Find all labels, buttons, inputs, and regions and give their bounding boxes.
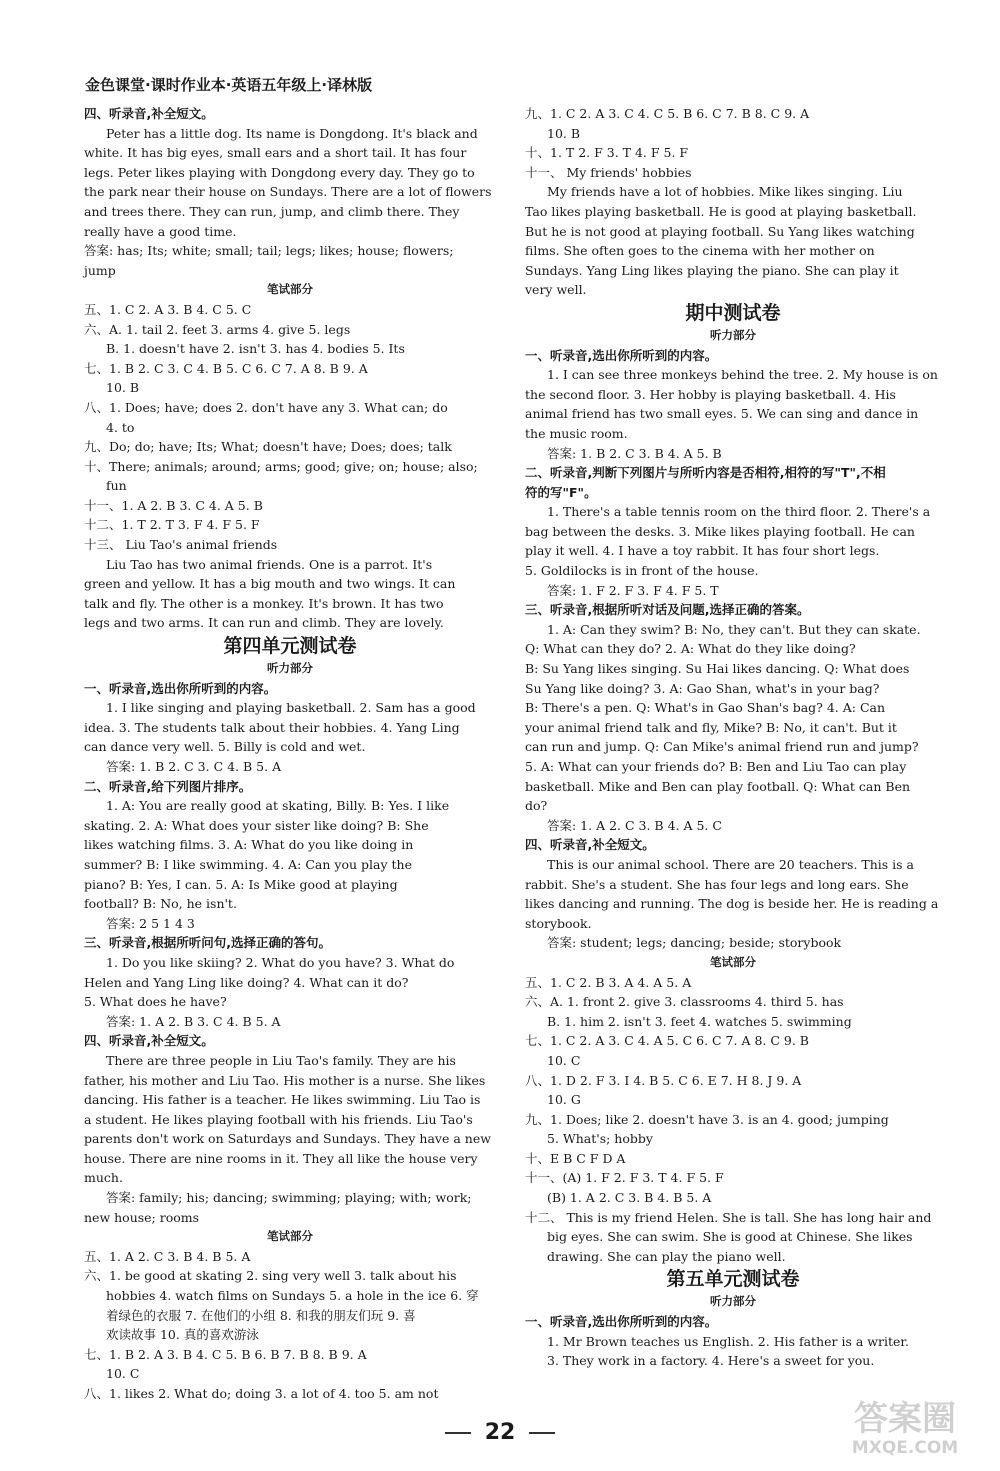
watermark-logo bbox=[820, 1399, 990, 1461]
test-title: 期中测试卷 bbox=[685, 301, 781, 324]
text-line: legs. Peter likes playing with Dongdong every day. They go to bbox=[84, 164, 475, 180]
text-line: summer? B: I like swimming. 4. A: Can you play the bbox=[84, 856, 412, 872]
text-line: idea. 3. The students talk about their hobbies. 4. Yang Ling bbox=[84, 719, 460, 735]
indented-line: (B) 1. A 2. C 3. B 4. B 5. A bbox=[547, 1190, 712, 1206]
text-line: 5. What does he have? bbox=[84, 994, 227, 1010]
answer-line: 五、1. A 2. C 3. B 4. B 5. A bbox=[84, 1248, 251, 1264]
answer-line: 十三、 Liu Tao's animal friends bbox=[84, 537, 278, 553]
text-line: really have a good time. bbox=[84, 223, 237, 239]
indented-line: 5. What's; hobby bbox=[547, 1131, 653, 1147]
text-line: new house; rooms bbox=[84, 1209, 200, 1225]
text-line: can dance very well. 5. Billy is cold and wet. bbox=[84, 739, 366, 755]
text-line: legs and two arms. It can run and climb. They are lovely. bbox=[84, 615, 444, 631]
paragraph-start: This is our animal school. There are 20 teachers. This is a bbox=[547, 856, 915, 872]
text-line: play it well. 4. I have a toy rabbit. It has four short legs. bbox=[525, 543, 880, 559]
text-line: Su Yang like doing? 3. A: Gao Shan, what's in your bag? bbox=[525, 680, 880, 696]
text-line: B: There's a pen. Q: What's in Gao Shan's bag? 4. A: Can bbox=[525, 700, 886, 716]
text-line: basketball. Mike and Ben can play football. Q: What can Ben bbox=[525, 778, 911, 794]
answer-line: 十一、(A) 1. F 2. F 3. T 4. F 5. F bbox=[525, 1170, 724, 1186]
page-number-dash-right bbox=[529, 1432, 555, 1434]
indented-line: 1. Do you like skiing? 2. What do you have? 3. What do bbox=[106, 954, 455, 970]
text-line: animal friend has two small eyes. 5. We can sing and dance in bbox=[525, 406, 919, 422]
answer-line: 七、1. B 2. C 3. C 4. B 5. C 6. C 7. A 8. B 9. A bbox=[84, 360, 368, 376]
answer-line: 十、E B C F D A bbox=[525, 1150, 626, 1166]
indented-line: 10. G bbox=[547, 1092, 581, 1108]
text-line: Sundays. Yang Ling likes playing the piano. She can play it bbox=[525, 262, 899, 278]
text-line: B: Su Yang likes singing. Su Hai likes dancing. Q: What does bbox=[525, 661, 910, 677]
text-line: much. bbox=[84, 1170, 123, 1186]
text-line: the park near their house on Sundays. There are a lot of flowers bbox=[84, 184, 492, 200]
subsection-title: 笔试部分 bbox=[267, 282, 313, 297]
indented-line: 着绿色的衣服 7. 在他们的小组 8. 和我的朋友们玩 9. 喜 bbox=[106, 1307, 416, 1323]
right-column bbox=[525, 104, 941, 1371]
text-line: your animal friend talk and fly, Mike? B: No, it can't. But it bbox=[525, 719, 897, 735]
watermark-top: 答案圈 bbox=[854, 1399, 956, 1439]
text-line: 5. A: What can your friends do? B: Ben and Liu Tao can play bbox=[525, 759, 907, 774]
text-line: 5. Goldilocks is in front of the house. bbox=[525, 563, 759, 579]
indented-line: 答案: 1. B 2. C 3. C 4. B 5. A bbox=[106, 759, 282, 774]
indented-line: 1. I can see three monkeys behind the tree. 2. My house is on bbox=[547, 367, 938, 383]
text-line: father, his mother and Liu Tao. His mother is a nurse. She likes bbox=[84, 1072, 486, 1088]
paragraph-start: Peter has a little dog. Its name is Dongdong. It's black and bbox=[106, 125, 478, 141]
answer-line: 十、1. T 2. F 3. T 4. F 5. F bbox=[525, 145, 689, 161]
answer-line: 十、There; animals; around; arms; good; give; on; house; also; bbox=[84, 458, 478, 474]
text-line: Q: What can they do? 2. A: What do they like doing? bbox=[525, 641, 856, 657]
test-title: 第五单元测试卷 bbox=[666, 1268, 800, 1291]
answer-line: 八、1. likes 2. What do; doing 3. a lot of 4. too 5. am not bbox=[84, 1386, 439, 1401]
page-number: 22 bbox=[484, 1420, 516, 1445]
text-line: bag between the desks. 3. Mike likes playing football. He can bbox=[525, 523, 915, 539]
indented-line: 10. C bbox=[547, 1052, 581, 1068]
answer-line: 九、1. Does; like 2. doesn't have 3. is an 4. good; jumping bbox=[525, 1111, 889, 1127]
section-heading: 符的写"F"。 bbox=[525, 484, 597, 500]
text-line: skating. 2. A: What does your sister like doing? B: She bbox=[84, 817, 429, 833]
section-heading: 三、听录音,根据所听问句,选择正确的答句。 bbox=[84, 935, 331, 951]
paragraph-start: My friends have a lot of hobbies. Mike likes singing. Liu bbox=[547, 184, 903, 200]
subsection-title: 听力部分 bbox=[710, 1294, 756, 1309]
paragraph-start: There are three people in Liu Tao's family. They are his bbox=[106, 1052, 456, 1068]
section-heading: 三、听录音,根据所听对话及问题,选择正确的答案。 bbox=[525, 602, 810, 618]
text-line: storybook. bbox=[525, 915, 592, 931]
indented-line: 3. They work in a factory. 4. Here's a sweet for you. bbox=[547, 1353, 875, 1369]
indented-line: 答案: 2 5 1 4 3 bbox=[106, 915, 195, 931]
text-line: green and yellow. It has a big mouth and two wings. It can bbox=[84, 576, 456, 592]
indented-line: 1. There's a table tennis room on the third floor. 2. There's a bbox=[547, 504, 931, 520]
section-heading: 一、听录音,选出你所听到的内容。 bbox=[84, 680, 277, 696]
indented-line: B. 1. doesn't have 2. isn't 3. has 4. bodies 5. Its bbox=[106, 341, 405, 357]
answer-line: 九、1. C 2. A 3. C 4. C 5. B 6. C 7. B 8. C 9. A bbox=[525, 106, 810, 121]
answer-line: 十二、 This is my friend Helen. She is tall. She has long hair and bbox=[525, 1209, 932, 1225]
indented-line: fun bbox=[106, 478, 127, 494]
text-line: rabbit. She's a student. She has four legs and long ears. She bbox=[525, 876, 909, 892]
text-line: the music room. bbox=[525, 425, 628, 441]
answer-line: 九、Do; do; have; Its; What; doesn't have; Does; does; talk bbox=[84, 439, 452, 455]
text-line: can run and jump. Q: Can Mike's animal friend run and jump? bbox=[525, 739, 919, 755]
section-heading: 一、听录音,选出你所听到的内容。 bbox=[525, 1314, 718, 1330]
answer-line: 十一、 My friends' hobbies bbox=[525, 164, 692, 180]
section-heading: 二、听录音,给下列图片排序。 bbox=[84, 778, 252, 794]
text-line: But he is not good at playing football. Su Yang likes watching bbox=[525, 223, 915, 239]
indented-line: 10. B bbox=[106, 380, 140, 396]
text-line: Helen and Yang Ling like doing? 4. What can it do? bbox=[84, 974, 409, 990]
answer-line: 七、1. C 2. A 3. C 4. A 5. C 6. C 7. A 8. C 9. B bbox=[525, 1033, 809, 1049]
indented-line: 答案: 1. A 2. C 3. B 4. A 5. C bbox=[547, 817, 722, 833]
text-line: house. There are nine rooms in it. They all like the house very bbox=[84, 1150, 478, 1166]
indented-line: 1. I like singing and playing basketball. 2. Sam has a good bbox=[106, 700, 476, 716]
answer-line: 十二、1. T 2. T 3. F 4. F 5. F bbox=[84, 517, 260, 533]
section-heading: 二、听录音,判断下列图片与所听内容是否相符,相符的写"T",不相 bbox=[525, 465, 886, 481]
test-title: 第四单元测试卷 bbox=[223, 635, 357, 658]
left-column bbox=[84, 104, 496, 1404]
text-line: very well. bbox=[525, 282, 587, 298]
text-line: football? B: No, he isn't. bbox=[84, 896, 237, 912]
text-line: talk and fly. The other is a monkey. It's brown. It has two bbox=[84, 595, 444, 611]
answer-line: 六、A. 1. tail 2. feet 3. arms 4. give 5. legs bbox=[84, 321, 351, 337]
text-line: white. It has big eyes, small ears and a short tail. It has four bbox=[84, 145, 467, 161]
section-heading: 四、听录音,补全短文。 bbox=[84, 1033, 214, 1049]
indented-line: 1. A: Can they swim? B: No, they can't. But they can skate. bbox=[547, 621, 921, 637]
page-number-dash-left bbox=[445, 1432, 471, 1434]
text-line: films. She often goes to the cinema with her mother on bbox=[525, 243, 875, 259]
indented-line: 欢读故事 10. 真的喜欢游泳 bbox=[106, 1327, 259, 1343]
subsection-title: 听力部分 bbox=[710, 327, 756, 342]
text-line: likes watching films. 3. A: What do you like doing in bbox=[84, 837, 414, 853]
section-heading: 四、听录音,补全短文。 bbox=[525, 837, 655, 853]
indented-line: 1. Mr Brown teaches us English. 2. His father is a writer. bbox=[547, 1333, 909, 1349]
indented-line: 答案: 1. B 2. C 3. B 4. A 5. B bbox=[547, 445, 722, 461]
indented-line: B. 1. him 2. isn't 3. feet 4. watches 5. swimming bbox=[547, 1013, 852, 1029]
text-line: jump bbox=[84, 262, 116, 278]
watermark-bottom: MXQE.COM bbox=[851, 1438, 959, 1458]
page-header: 金色课堂·课时作业本·英语五年级上·译林版 bbox=[85, 76, 373, 94]
subsection-title: 笔试部分 bbox=[267, 1229, 313, 1244]
answer-line: 五、1. C 2. B 3. A 4. A 5. A bbox=[525, 974, 692, 990]
text-line: 答案: has; Its; white; small; tail; legs; likes; house; flowers; bbox=[84, 243, 454, 259]
text-line: dancing. His father is a teacher. He likes swimming. Liu Tao is bbox=[84, 1092, 481, 1108]
indented-line: drawing. She can play the piano well. bbox=[547, 1248, 786, 1264]
answer-line: 六、A. 1. front 2. give 3. classrooms 4. third 5. has bbox=[525, 994, 844, 1010]
text-line: the second floor. 3. Her hobby is playing basketball. 4. His bbox=[525, 386, 896, 402]
text-line: Tao likes playing basketball. He is good at playing basketball. bbox=[525, 203, 917, 219]
indented-line: 答案: 1. A 2. B 3. C 4. B 5. A bbox=[106, 1013, 281, 1029]
subsection-title: 听力部分 bbox=[267, 661, 313, 676]
answer-line: 六、1. be good at skating 2. sing very well 3. talk about his bbox=[84, 1268, 457, 1284]
answer-line: 八、1. Does; have; does 2. don't have any 3. What can; do bbox=[84, 399, 448, 415]
indented-line: hobbies 4. watch films on Sundays 5. a hole in the ice 6. 穿 bbox=[106, 1288, 479, 1304]
subsection-title: 笔试部分 bbox=[710, 954, 756, 969]
indented-line: 10. B bbox=[547, 125, 581, 141]
answer-line: 五、1. C 2. A 3. B 4. C 5. C bbox=[84, 301, 252, 317]
text-line: do? bbox=[525, 798, 548, 814]
indented-line: 10. C bbox=[106, 1366, 140, 1382]
text-line: likes dancing and running. The dog is beside her. He is reading a bbox=[525, 896, 939, 912]
indented-line: 1. A: You are really good at skating, Billy. B: Yes. I like bbox=[106, 798, 450, 814]
indented-line: 答案: 1. F 2. F 3. F 4. F 5. T bbox=[547, 582, 719, 598]
answer-line: 十一、1. A 2. B 3. C 4. A 5. B bbox=[84, 497, 263, 513]
text-line: piano? B: Yes, I can. 5. A: Is Mike good at playing bbox=[84, 876, 398, 892]
answer-line: 七、1. B 2. A 3. B 4. C 5. B 6. B 7. B 8. B 9. A bbox=[84, 1346, 367, 1362]
section-heading: 一、听录音,选出你所听到的内容。 bbox=[525, 347, 718, 363]
paragraph-start: Liu Tao has two animal friends. One is a parrot. It's bbox=[106, 556, 433, 572]
text-line: parents don't work on Saturdays and Sundays. They have a new bbox=[84, 1131, 491, 1147]
text-line: and trees there. They can run, jump, and climb there. They bbox=[84, 203, 460, 219]
indented-line: 答案: student; legs; dancing; beside; storybook bbox=[547, 935, 842, 951]
section-heading: 四、听录音,补全短文。 bbox=[84, 106, 214, 121]
indented-line: 答案: family; his; dancing; swimming; playing; with; work; bbox=[106, 1190, 472, 1206]
text-line: a student. He likes playing football with his friends. Liu Tao's bbox=[84, 1111, 473, 1127]
indented-line: big eyes. She can swim. She is good at Chinese. She likes bbox=[547, 1229, 913, 1245]
indented-line: 4. to bbox=[106, 419, 135, 435]
answer-line: 八、1. D 2. F 3. I 4. B 5. C 6. E 7. H 8. J 9. A bbox=[525, 1072, 802, 1088]
